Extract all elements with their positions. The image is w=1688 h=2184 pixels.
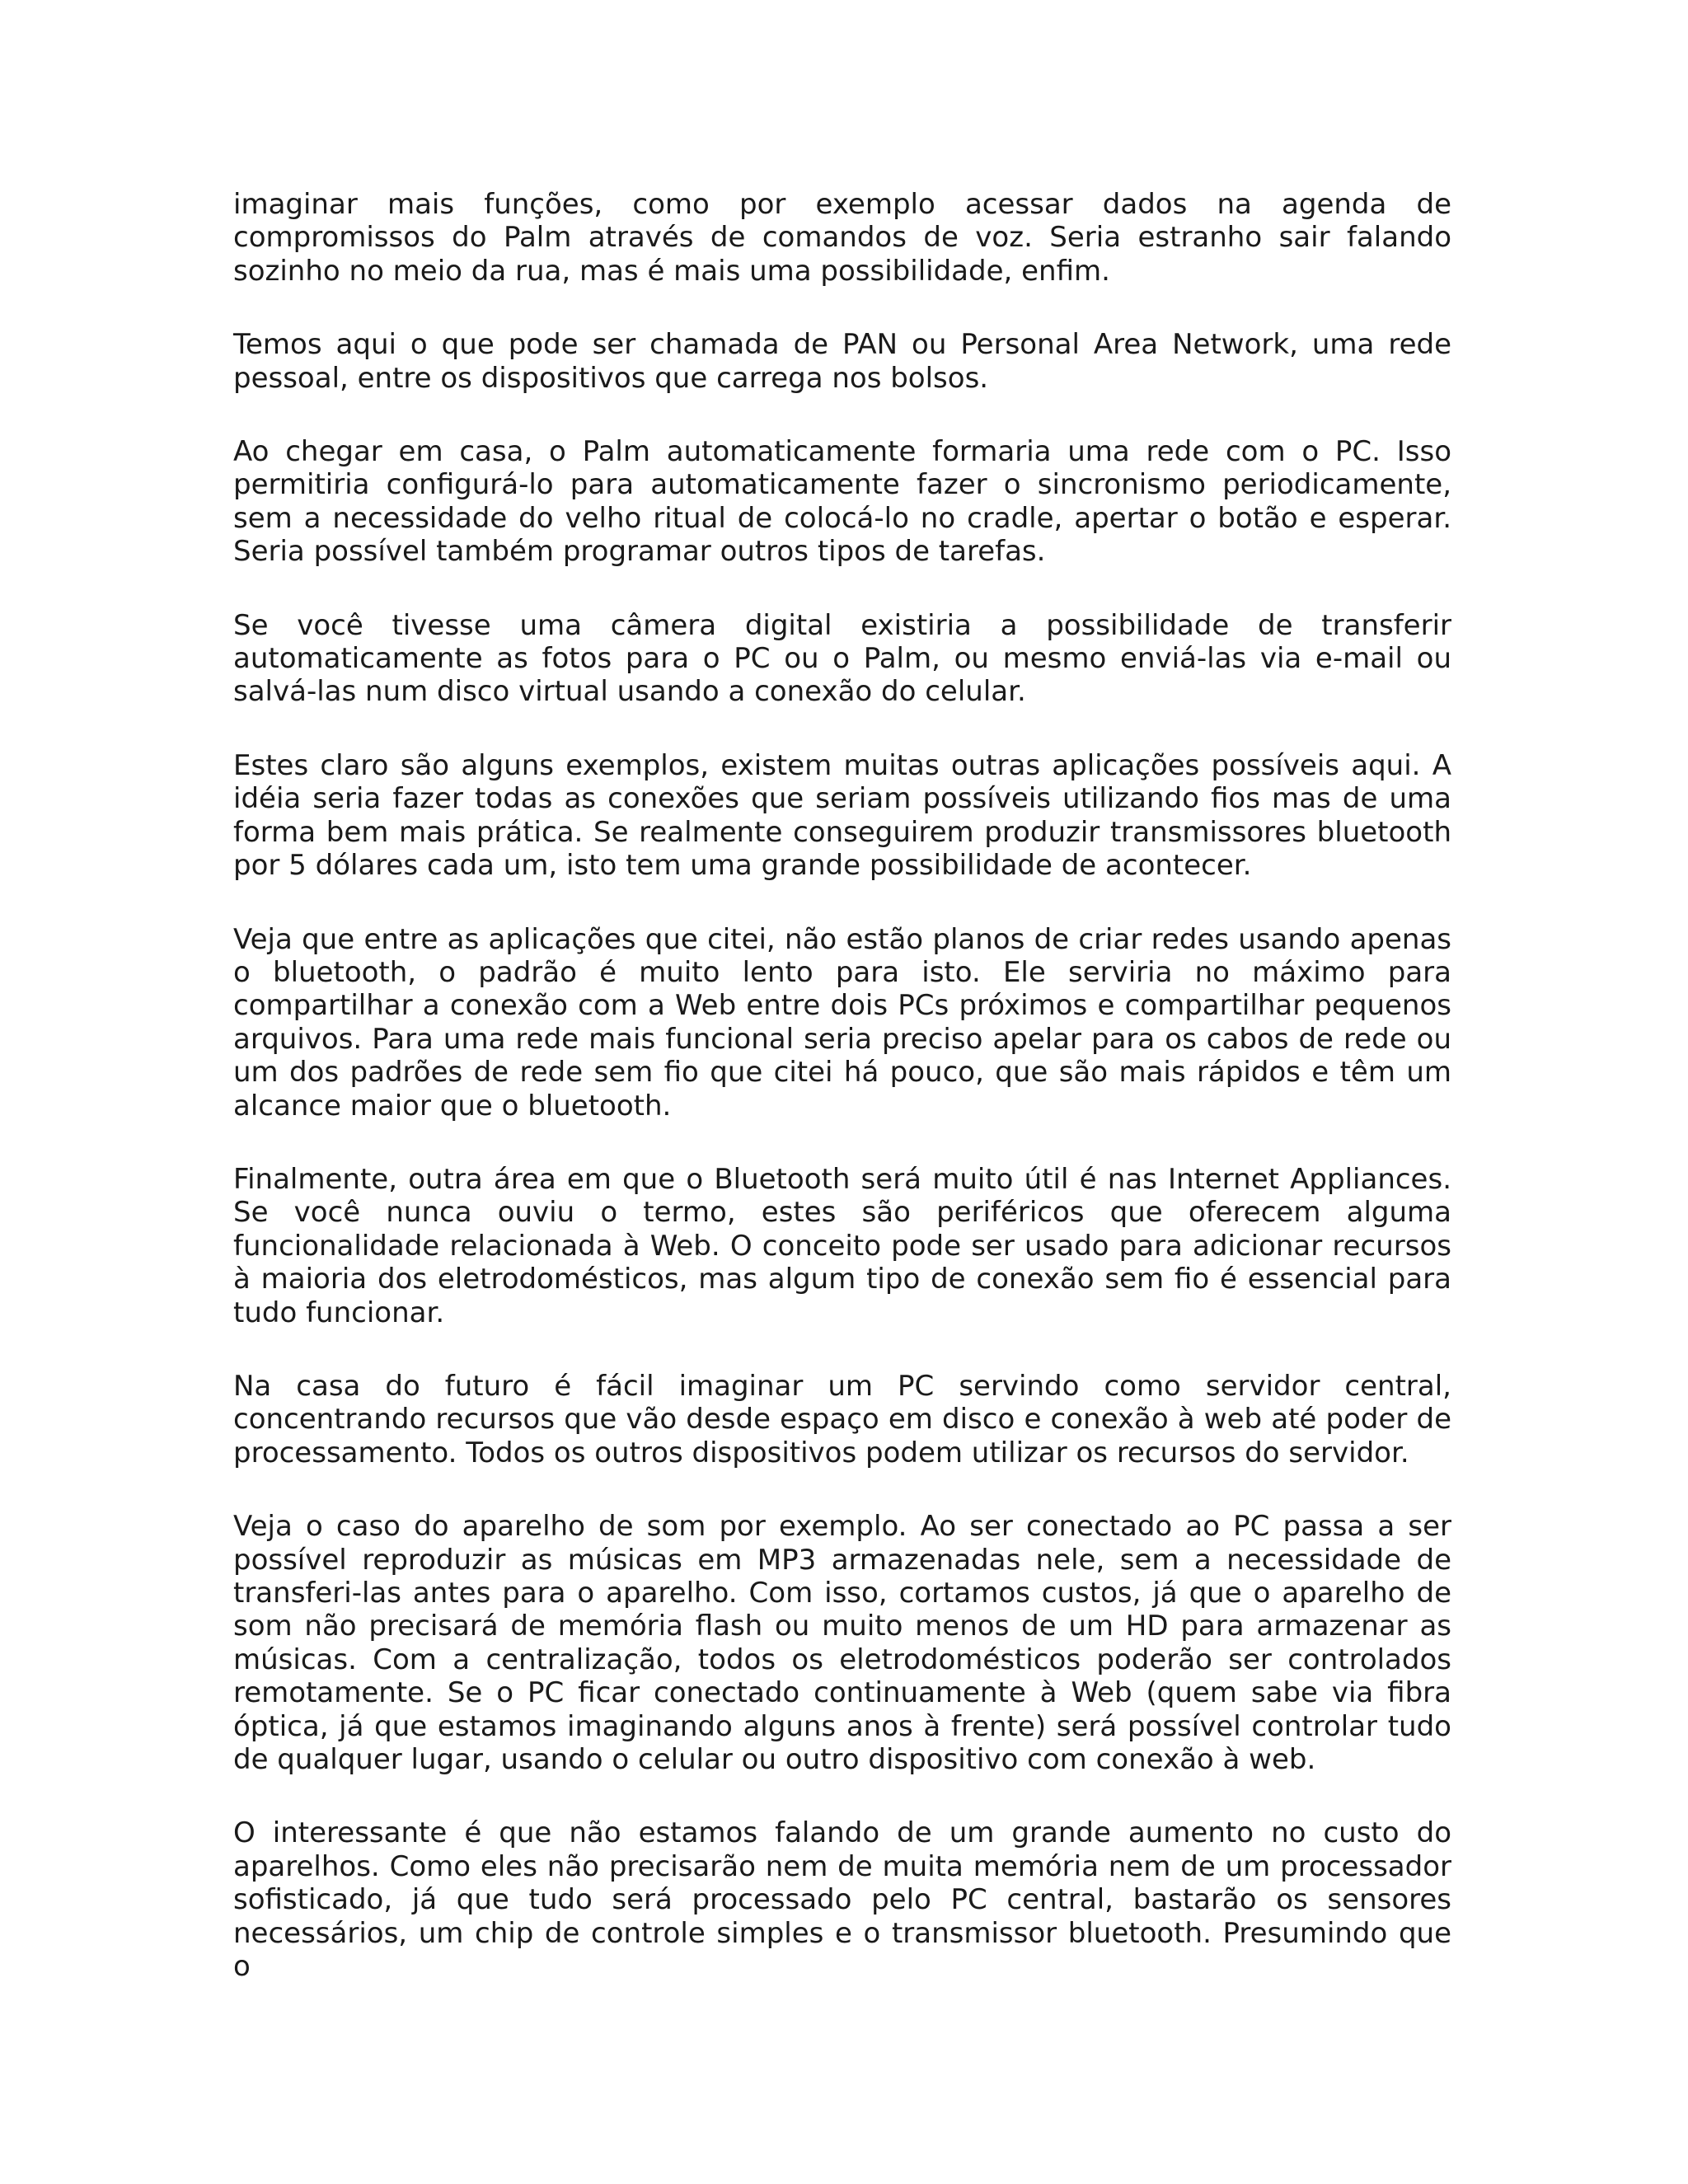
paragraph-7: Finalmente, outra área em que o Bluetooth será muito útil é nas Internet Appliances. Se você nunca ouviu o termo, estes são periféricos que oferecem alguma funcionalidade relacionada à Web. O conceito pode ser usado para adicionar recursos à maioria dos eletrodomésticos, mas algum tipo de conexão sem fio é essencial para tudo funcionar.	[233, 1162, 1451, 1329]
body-text	[233, 188, 1451, 1983]
paragraph-3: Ao chegar em casa, o Palm automaticamente formaria uma rede com o PC. Isso permitiria configurá-lo para automaticamente fazer o sincronismo periodicamente, sem a necessidade do velho ritual de colocá-lo no cradle, apertar o botão e esperar. Seria possível também programar outros tipos de tarefas.	[233, 435, 1451, 569]
paragraph-2: Temos aqui o que pode ser chamada de PAN ou Personal Area Network, uma rede pessoal, entre os dispositivos que carrega nos bolsos.	[233, 328, 1451, 395]
paragraph-9: Veja o caso do aparelho de som por exemplo. Ao ser conectado ao PC passa a ser possível reproduzir as músicas em MP3 armazenadas nele, sem a necessidade de transferi-las antes para o aparelho. Com isso, cortamos custos, já que o aparelho de som não precisará de memória flash ou muito menos de um HD para armazenar as músicas. Com a centralização, todos os eletrodomésticos poderão ser controlados remotamente. Se o PC ficar conectado continuamente à Web (quem sabe via fibra óptica, já que estamos imaginando alguns anos à frente) será possível controlar tudo de qualquer lugar, usando o celular ou outro dispositivo com conexão à web.	[233, 1510, 1451, 1777]
paragraph-10: O interessante é que não estamos falando de um grande aumento no custo do aparelhos. Como eles não precisarão nem de muita memória nem de um processador sofisticado, já que tudo será processado pelo PC central, bastarão os sensores necessários, um chip de controle simples e o transmissor bluetooth. Presumindo que o	[233, 1816, 1451, 1984]
paragraph-8: Na casa do futuro é fácil imaginar um PC servindo como servidor central, concentrando recursos que vão desde espaço em disco e conexão à web até poder de processamento. Todos os outros dispositivos podem utilizar os recursos do servidor.	[233, 1369, 1451, 1469]
paragraph-1: imaginar mais funções, como por exemplo acessar dados na agenda de compromissos do Palm através de comandos de voz. Seria estranho sair falando sozinho no meio da rua, mas é mais uma possibilidade, enfim.	[233, 188, 1451, 288]
paragraph-6: Veja que entre as aplicações que citei, não estão planos de criar redes usando apenas o bluetooth, o padrão é muito lento para isto. Ele serviria no máximo para compartilhar a conexão com a Web entre dois PCs próximos e compartilhar pequenos arquivos. Para uma rede mais funcional seria preciso apelar para os cabos de rede ou um dos padrões de rede sem fio que citei há pouco, que são mais rápidos e têm um alcance maior que o bluetooth.	[233, 922, 1451, 1122]
paragraph-4: Se você tivesse uma câmera digital existiria a possibilidade de transferir automaticamente as fotos para o PC ou o Palm, ou mesmo enviá-las via e-mail ou salvá-las num disco virtual usando a conexão do celular.	[233, 608, 1451, 709]
paragraph-5: Estes claro são alguns exemplos, existem muitas outras aplicações possíveis aqui. A idéia seria fazer todas as conexões que seriam possíveis utilizando fios mas de uma forma bem mais prática. Se realmente conseguirem produzir transmissores bluetooth por 5 dólares cada um, isto tem uma grande possibilidade de acontecer.	[233, 748, 1451, 883]
